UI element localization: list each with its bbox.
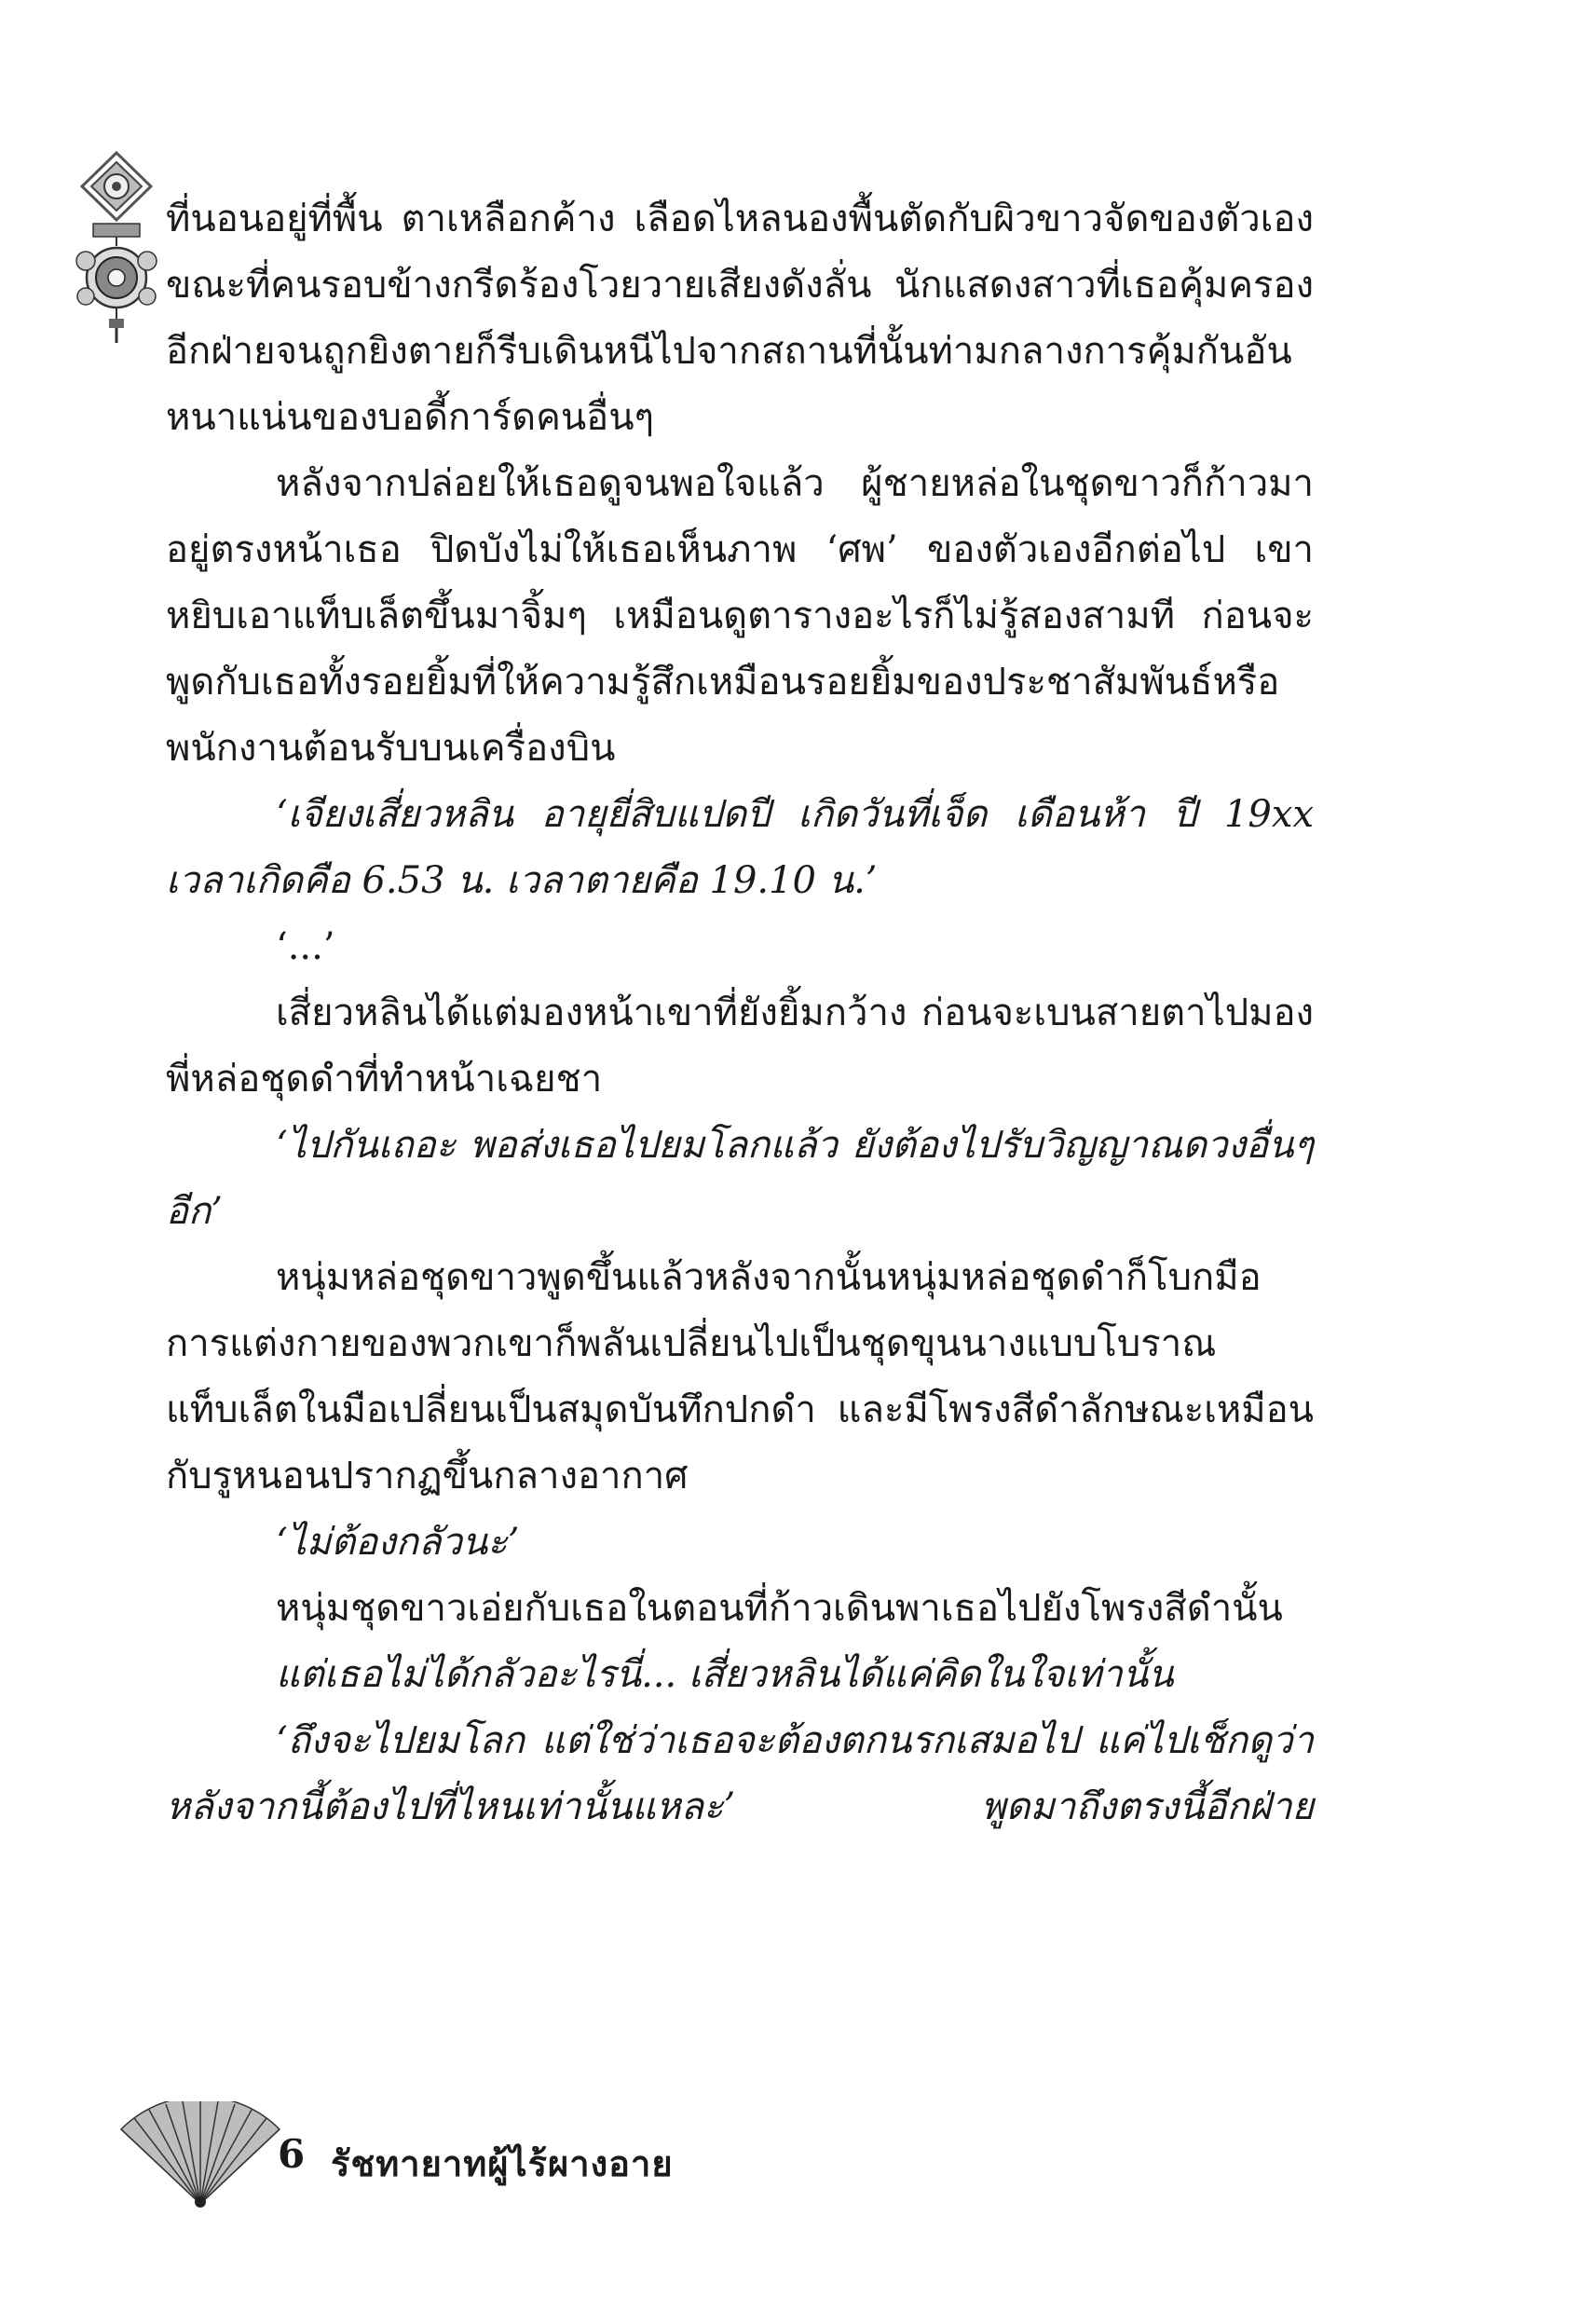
decorative-lantern-ornament-icon [65,149,168,345]
paragraph-3: ‘เจียงเสี่ยวหลิน อายุยี่สิบแปดปี เกิดวันที่เจ็ด เดือนห้า ปี 19xx เวลาเกิดคือ 6.53 น. เวลาตายคือ 19.10 น.’ [166,793,1314,902]
paragraph-5: เสี่ยวหลินได้แต่มองหน้าเขาที่ยังยิ้มกว้าง ก่อนจะเบนสายตาไปมองพี่หล่อชุดดำที่ทำหน้าเฉยชา [166,991,1314,1101]
paragraph-11: ‘ถึงจะไปยมโลก แต่ใช่ว่าเธอจะต้องตกนรกเสมอไป แค่ไปเช็กดูว่าหลังจากนี้ต้องไปที่ไหนเท่านั้นแหละ’ พูดมาถึงตรงนี้อีกฝ่าย [166,1719,1314,1828]
paragraph-6: ‘ไปกันเถอะ พอส่งเธอไปยมโลกแล้ว ยังต้องไปรับวิญญาณดวงอื่นๆ อีก’ [166,1124,1314,1233]
page-footer [112,2101,764,2213]
paragraph-7: หนุ่มหล่อชุดขาวพูดขึ้นแล้วหลังจากนั้นหนุ่มหล่อชุดดำก็โบกมือ การแต่งกายของพวกเขาก็พลันเปลี่ยนไปเป็นชุดขุนนางแบบโบราณ แท็บเล็ตในมือเปลี่ยนเป็นสมุดบันทึกปกดำ และมีโพรงสีดำลักษณะเหมือนกับรูหนอนปรากฏขึ้นกลางอากาศ [166,1256,1314,1497]
paragraph-10: แต่เธอไม่ได้กลัวอะไรนี่... เสี่ยวหลินได้แค่คิดในใจเท่านั้น [276,1653,1174,1696]
page-number: 6 [278,2131,306,2177]
paragraph-4: ‘...’ [276,925,335,968]
folding-fan-icon [112,2101,289,2213]
body-text [166,186,1314,1840]
paragraph-2: หลังจากปล่อยให้เธอดูจนพอใจแล้ว ผู้ชายหล่อในชุดขาวก็ก้าวมาอยู่ตรงหน้าเธอ ปิดบังไม่ให้เธอเห็นภาพ ‘ศพ’ ของตัวเองอีกต่อไป เขาหยิบเอาแท็บเล็ตขึ้นมาจิ้มๆ เหมือนดูตารางอะไรก็ไม่รู้สองสามที ก่อนจะพูดกับเธอทั้งรอยยิ้มที่ให้ความรู้สึกเหมือนรอยยิ้มของประชาสัมพันธ์หรือพนักงานต้อนรับบนเครื่องบิน [166,462,1314,770]
book-title: รัชทายาทผู้ไร้ผางอาย [331,2143,674,2184]
paragraph-9: หนุ่มชุดขาวเอ่ยกับเธอในตอนที่ก้าวเดินพาเธอไปยังโพรงสีดำนั้น [276,1587,1283,1630]
paragraph-1: ที่นอนอยู่ที่พื้น ตาเหลือกค้าง เลือดไหลนองพื้นตัดกับผิวขาวจัดของตัวเอง ขณะที่คนรอบข้างกรีดร้องโวยวายเสียงดังลั่น นักแสดงสาวที่เธอคุ้มครองอีกฝ่ายจนถูกยิงตายก็รีบเดินหนีไปจากสถานที่นั้นท่ามกลางการคุ้มกันอันหนาแน่นของบอดี้การ์ดคนอื่นๆ [166,198,1314,439]
paragraph-8: ‘ไม่ต้องกลัวนะ’ [276,1521,520,1564]
